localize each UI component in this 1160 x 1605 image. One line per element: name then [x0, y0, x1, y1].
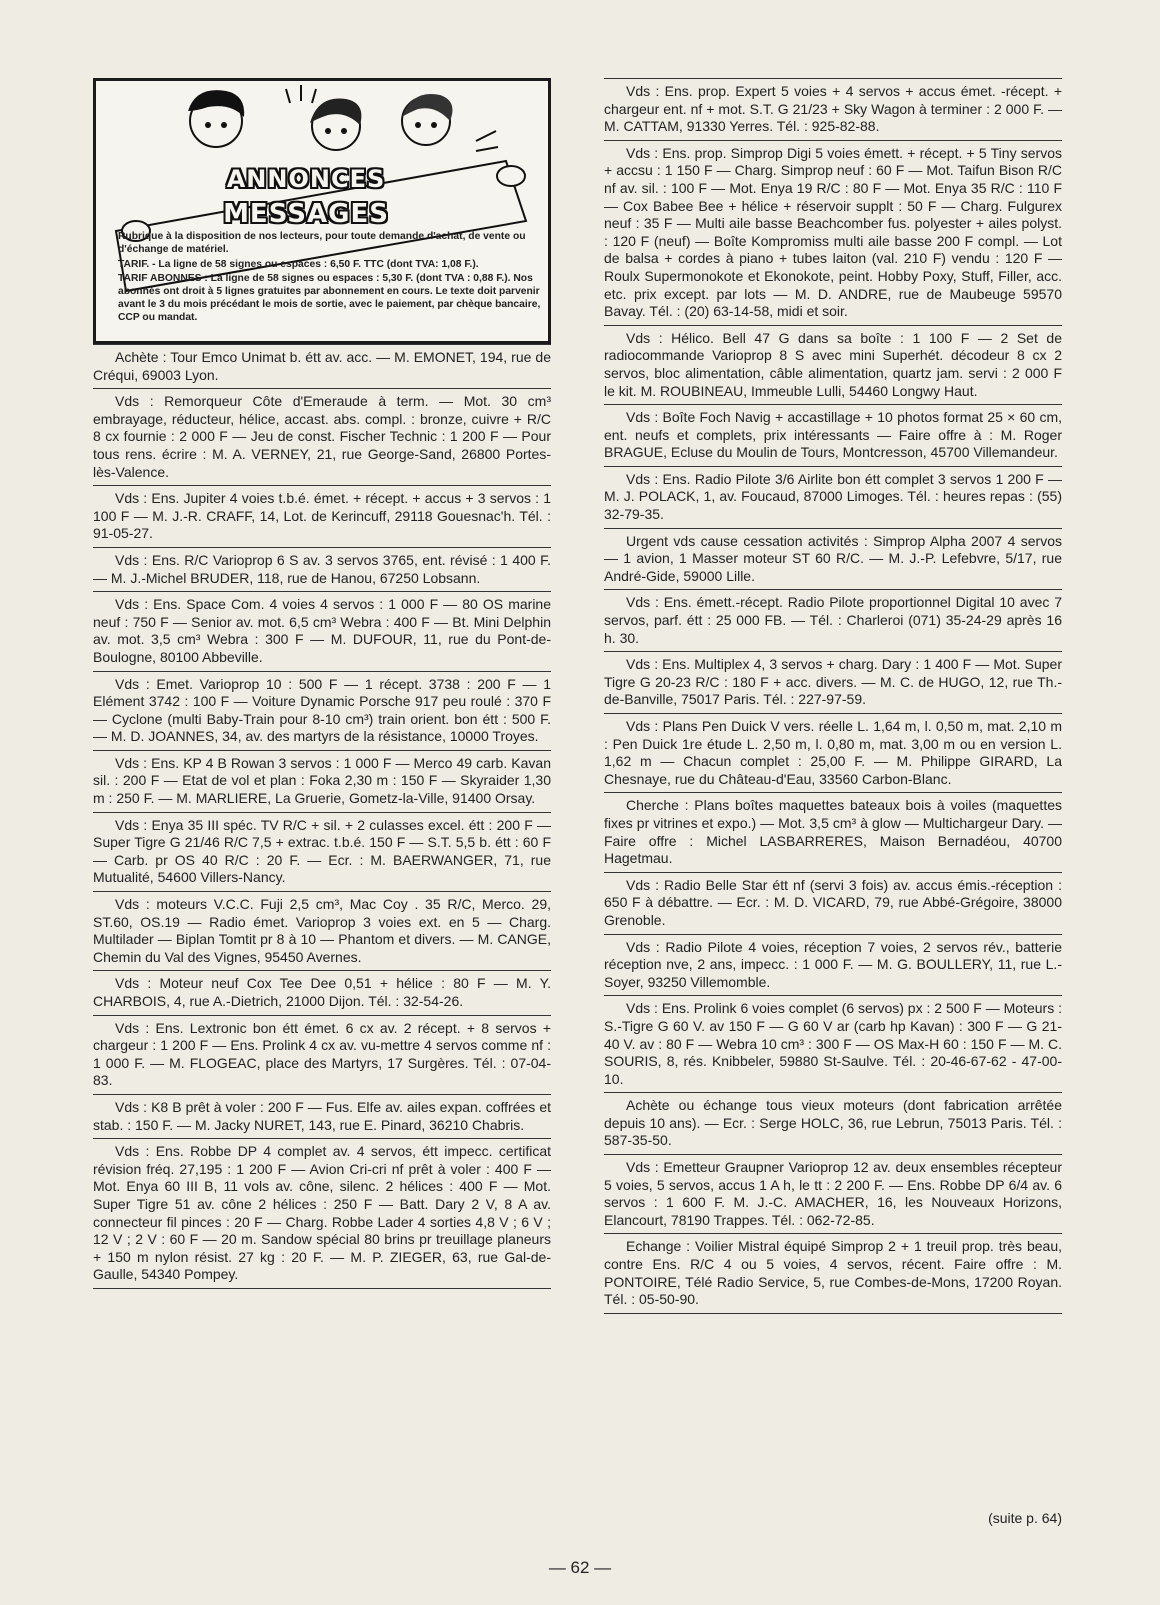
classified-ad	[604, 872, 1062, 934]
header-rates-text	[118, 231, 542, 327]
classified-ad	[604, 140, 1062, 325]
ad-text: Echange : Voilier Mistral équipé Simprop 2 + 1 treuil prop. très beau, contre Ens. R/C 4 ou 5 voies, 4 servos, récent. Faire offre : M. PONTOIRE, Télé Radio Service, 5, rue Combes-de-Mons, 17200 Royan. Tél. : 05-50-90.	[604, 1238, 1062, 1308]
right-column	[604, 78, 1062, 1314]
classified-ad	[604, 528, 1062, 590]
classified-ad	[93, 485, 551, 547]
classified-ad	[604, 589, 1062, 651]
classified-ad	[604, 78, 1062, 140]
ad-text: Vds : Hélico. Bell 47 G dans sa boîte : 1 100 F — 2 Set de radiocommande Varioprop 8 S avec mini Superhét. décodeur 8 cx 2 servos, bloc alimentation, câble alimentation, quartz jam. servi : 2 000 F le kit. M. ROUBINEAU, Immeuble Lulli, 54460 Longwy Haut.	[604, 329, 1062, 399]
classified-ad	[604, 934, 1062, 996]
classified-ad	[604, 1092, 1062, 1154]
ad-text: Vds : moteurs V.C.C. Fuji 2,5 cm³, Mac Coy . 35 R/C, Merco. 29, ST.60, OS.19 — Radio émet. Varioprop 3 voies ext. en 5 — Charg. Multilader — Biplan Tomtit pr 8 à 10 — Phantom et divers. — M. CANGE, Chemin du Val des Vignes, 95450 Avernes.	[93, 896, 551, 965]
ad-text: Vds : Plans Pen Duick V vers. réelle L. 1,64 m, l. 0,50 m, mat. 2,10 m : Pen Duick 1re étude L. 2,50 m, l. 0,80 m, mat. 3,00 m ou en version L. 1,62 m — Chacun complet : 25,00 F. — M. Philippe GIRARD, La Chesnaye, rue du Château-d'Eau, 33560 Carbon-Blanc.	[604, 718, 1062, 787]
classified-ad	[93, 388, 551, 485]
column-divider	[604, 1313, 1062, 1314]
ad-text: Achète ou échange tous vieux moteurs (dont fabrication arrêtée depuis 10 ans). — Ecr. : Serge HOLC, 36, rue Lebrun, 75013 Paris. Tél. : 587-35-50.	[604, 1097, 1062, 1149]
ad-text: Vds : Remorqueur Côte d'Emeraude à term. — Mot. 30 cm³ embrayage, réducteur, hélice, accast. abs. compl. : bronze, cuivre + R/C 8 cx fournie : 2 000 F — Jeu de const. Fischer Technic : 1 200 F — Pour tous rens. écrire : M. A. VERNEY, 21, rue George-Sand, 26800 Portes-lès-Valence.	[93, 393, 551, 480]
classifieds-header	[93, 78, 551, 344]
classified-ad	[604, 651, 1062, 713]
header-tarif: TARIF. - La ligne de 58 signes ou espaces : 6,50 F. TTC (dont TVA: 1,08 F.).	[118, 258, 479, 270]
ad-text: Vds : Ens. R/C Varioprop 6 S av. 3 servos 3765, ent. révisé : 1 400 F. — M. J.-Michel BRUDER, 118, rue de Hanou, 67250 Lobsann.	[93, 551, 551, 586]
ad-text: Vds : K8 B prêt à voler : 200 F — Fus. Elfe av. ailes expan. coffrées et stab. : 150 F. — M. Jacky NURET, 143, rue E. Pinard, 36210 Chabris.	[93, 1098, 551, 1133]
ad-text: Vds : Ens. émett.-récept. Radio Pilote proportionnel Digital 10 avec 7 servos, parf. étt : 25 000 FB. — Tél. : Charleroi (071) 35-24-29 après 16 h. 30.	[604, 594, 1062, 646]
classified-ad	[93, 891, 551, 970]
classified-ad	[93, 547, 551, 591]
classified-ad	[93, 750, 551, 812]
classified-ad	[93, 1015, 551, 1094]
classified-ad	[604, 713, 1062, 792]
column-divider	[93, 1288, 551, 1289]
classified-ad	[604, 325, 1062, 404]
continuation-note: (suite p. 64)	[988, 1510, 1062, 1526]
classified-ad	[93, 1138, 551, 1288]
classified-ad	[93, 1094, 551, 1138]
classified-ad	[93, 812, 551, 891]
ad-text: Vds : Ens. prop. Simprop Digi 5 voies émett. + récept. + 5 Tiny servos + accsu : 1 150 F — Charg. Simprop neuf : 60 F — Mot. Taifun Bison R/C nf av. sil. : 100 F — Mot. Enya 19 R/C : 80 F — Mot. Enya 35 R/C : 110 F — Cox Babee Bee + hélice + réservoir supplt : 50 F — Charg. Fulgurex neuf : 35 F — Multi aile basse Beachcomber fus. polyester + ailes polyst. : 120 F (neuf) — Boîte Kompromiss multi aile basse 200 F compl. — Lot de balsa + cordes à piano + tubes laiton (val. 210 F) vendu : 120 F — Roulx Supermonokote et Ekonokote, peint. Hobby Poxy, Stuff, Filler, acc. etc. prix except. par lots — M. D. ANDRE, rue de Maubeuge 59570 Bavay. Tél. : (20) 63-14-58, midi et soir.	[604, 144, 1062, 320]
header-tarif-abonnes: TARIF ABONNES : La ligne de 58 signes ou espaces : 5,30 F. (dont TVA : 0,88 F.). Nos abonnés ont droit à 5 lignes gratuites par abonnement en cours. Le texte doit parvenir avant le 3 du mois précédant le mois de sortie, avec le paiement, par chèque bancaire, CCP ou mandat.	[118, 273, 541, 323]
header-intro: Rubrique à la disposition de nos lecteurs, pour toute demande d'achat, de vente ou d'échange de matériel.	[118, 231, 526, 255]
classified-ad	[604, 404, 1062, 466]
classified-ad	[93, 671, 551, 750]
ad-text: Vds : Ens. Multiplex 4, 3 servos + charg. Dary : 1 400 F — Mot. Super Tigre G 20-23 R/C : 180 F + acc. divers. — M. C. de HUGO, 12, rue Th.-de-Banville, 75017 Paris. Tél. : 227-97-59.	[604, 656, 1062, 708]
ad-text: Achète : Tour Emco Unimat b. étt av. acc. — M. EMONET, 194, rue de Créqui, 69003 Lyon.	[93, 349, 551, 383]
classified-ad	[93, 970, 551, 1014]
ad-text: Vds : Radio Belle Star étt nf (servi 3 fois) av. accus émis.-réception : 650 F à débattre. — Ecr. : M. D. VICARD, 79, rue Abbé-Grégoire, 38000 Grenoble.	[604, 876, 1062, 928]
classified-ad	[604, 466, 1062, 528]
ad-text: Vds : Ens. Space Com. 4 voies 4 servos : 1 000 F — 80 OS marine neuf : 750 F — Senior av. mot. 6,5 cm³ Webra : 400 F — Bt. Mini Delphin av. mot. 3,5 cm³ Webra : 300 F — M. DUFOUR, 11, rue du Pont-de-Boulogne, 80100 Abbeville.	[93, 596, 551, 665]
ad-text: Vds : Emet. Varioprop 10 : 500 F — 1 récept. 3738 : 200 F — 1 Elément 3742 : 100 F — Voiture Dynamic Porsche 917 peu roulé : 370 F — Cyclone (multi Baby-Train pour 8-10 cm³) train orient. bon étt : 500 F. — M. D. JOANNES, 34, av. des martyrs de la résistance, 10000 Troyes.	[93, 675, 551, 745]
ad-text: Vds : Moteur neuf Cox Tee Dee 0,51 + hélice : 80 F — M. Y. CHARBOIS, 4, rue A.-Dietrich, 21000 Dijon. Tél. : 32-54-26.	[93, 975, 551, 1009]
ad-text: Vds : Boîte Foch Navig + accastillage + 10 photos format 25 × 60 cm, ent. neufs et complets, prix intéressants — Faire offre à : M. Roger BRAGUE, Ecluse du Moulin de Tours, Montcresson, 45700 Villemandeur.	[604, 409, 1062, 461]
classified-ad	[604, 792, 1062, 871]
classified-ad	[93, 591, 551, 670]
ad-text: Vds : Ens. Robbe DP 4 complet av. 4 servos, étt impecc. certificat révision fréq. 27,195 : 1 200 F — Avion Cri-cri nf prêt à voler : 400 F — Mot. Enya 60 III B, 11 vols av. cône, silenc. 2 hélices : 400 F — Mot. Super Tigre 51 av. cône 2 hélices : 250 F — Batt. Dary 2 V, 8 A av. connecteur fil pinces : 20 F — Charg. Robbe Lader 4 sorties 4,8 V ; 6 V ; 12 V ; 2 V : 60 F — 20 m. Sandow spécial 80 brins pr treuillage planeurs + 150 m nylon résist. 27 kg : 20 F. — M. P. ZIEGER, 63, rue Gal-de-Gaulle, 54340 Pompey.	[93, 1143, 551, 1283]
left-column	[93, 78, 551, 1289]
ad-text: Vds : Radio Pilote 4 voies, réception 7 voies, 2 servos rév., batterie réception nve, 2 ans, impecc. : 1 000 F. — M. G. BOULLERY, 11, rue L.-Soyer, 93250 Villemomble.	[604, 938, 1062, 990]
ad-text: Vds : Ens. prop. Expert 5 voies + 4 servos + accus émet. -récept. + chargeur ent. nf + mot. S.T. G 21/23 + Sky Wagon à terminer : 2 000 F. — M. CATTAM, 91330 Yerres. Tél. : 925-82-88.	[604, 83, 1062, 135]
page-number: — 62 —	[548, 1558, 612, 1577]
ad-text: Vds : Ens. Prolink 6 voies complet (6 servos) px : 2 500 F — Moteurs : S.-Tigre G 60 V. av 150 F — G 60 V ar (carb hp Kavan) : 300 F — G 21-40 V. av : 80 F — Webra 10 cm³ : 300 F — OS Max-H 60 : 150 F — M. C. SOURIS, 8, rés. Knibbeler, 59880 St-Saulve. Tél. : 20-46-67-62 - 47-00-10.	[604, 1000, 1062, 1087]
classified-ad	[604, 995, 1062, 1092]
classified-ad	[604, 1154, 1062, 1233]
header-title-annonces: ANNONCES	[226, 165, 386, 193]
ad-text: Urgent vds cause cessation activités : Simprop Alpha 2007 4 servos — 1 avion, 1 Masser moteur ST 60 R/C. — M. J.-P. Lefebvre, 5/17, rue André-Gide, 59000 Lille.	[604, 532, 1062, 584]
ad-text: Vds : Enya 35 III spéc. TV R/C + sil. + 2 culasses excel. étt : 200 F — Super Tigre G 21/46 R/C 7,5 + extrac. t.b.é. 150 F — S.T. 5,5 b. étt : 60 F — Carb. pr OS 40 R/C : 20 F. — Ecr. : M. BAERWANGER, 71, rue Mutualité, 54600 Villers-Nancy.	[93, 816, 551, 886]
ad-text: Cherche : Plans boîtes maquettes bateaux bois à voiles (maquettes fixes pr vitrines et expo.) — Mot. 3,5 cm³ à glow — Multichargeur Dary. — Faire offre : Michel LASBARRERES, Maison Bernadéou, 40700 Hagetmau.	[604, 797, 1062, 867]
header-title-messages: MESSAGES	[223, 199, 389, 229]
ad-text: Vds : Ens. KP 4 B Rowan 3 servos : 1 000 F — Merco 49 carb. Kavan sil. : 200 F — Etat de vol et plan : Foka 2,30 m : 150 F — Skyraider 1,30 m : 250 F. — M. MARLIERE, La Gruerie, Gometz-la-Ville, 91400 Orsay.	[93, 754, 551, 807]
ad-text: Vds : Emetteur Graupner Varioprop 12 av. deux ensembles récepteur 5 voies, 5 servos, accus 1 A h, le tt : 2 200 F. — Ens. Robbe DP 6/4 av. 6 servos : 1 600 F. M. J.-C. AMACHER, 16, les Nouveaux Horizons, Elancourt, 78190 Trappes. Tél. : 062-72-85.	[604, 1159, 1062, 1228]
ad-text: Vds : Ens. Radio Pilote 3/6 Airlite bon étt complet 3 servos 1 200 F — M. J. POLACK, 1, av. Foucaud, 87000 Limoges. Tél. : heures repas : (55) 32-79-35.	[604, 470, 1062, 523]
ad-text: Vds : Ens. Jupiter 4 voies t.b.é. émet. + récept. + accus + 3 servos : 1 100 F — M. J.-R. CRAFF, 14, Lot. de Kerincuff, 29118 Gouesnac'h. Tél. : 91-05-27.	[93, 490, 551, 542]
classified-ad	[93, 344, 551, 388]
ad-text: Vds : Ens. Lextronic bon étt émet. 6 cx av. 2 récept. + 8 servos + chargeur : 1 200 F — Ens. Prolink 4 cx av. vu-mettre 4 servos comme nf : 1 000 F. — M. FLOGEAC, place des Martyrs, 17 Surgères. Tél. : 07-04-83.	[93, 1019, 551, 1089]
classified-ad	[604, 1233, 1062, 1312]
